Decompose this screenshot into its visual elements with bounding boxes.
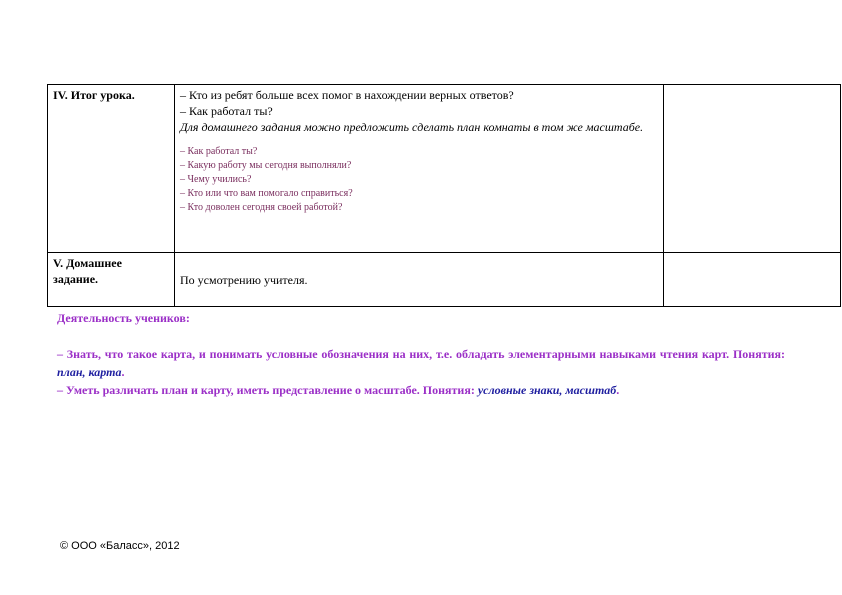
activity-text: – Уметь различать план и карту, иметь представление о масштабе. Понятия: — [57, 383, 478, 397]
activity-text: – Знать, что такое карта, и понимать условные обозначения на них, т.е. обладать элементарными навыками чтения карт. Понятия: — [57, 347, 785, 361]
stage-label: V. Домашнее задание. — [53, 256, 122, 286]
question-line: – Как работал ты? — [180, 104, 273, 118]
homework-note: Для домашнего задания можно предложить сделать план комнаты в том же масштабе. — [180, 120, 644, 134]
table-row — [48, 85, 841, 253]
student-activity — [57, 309, 785, 399]
content-cell — [175, 85, 664, 253]
stage-cell — [48, 253, 175, 307]
empty-cell — [664, 253, 841, 307]
table-row — [48, 253, 841, 307]
activity-item — [57, 381, 785, 399]
reflection-item: – Кто или что вам помогало справиться? — [180, 188, 353, 199]
question-line: – Кто из ребят больше всех помог в нахождении верных ответов? — [180, 88, 514, 102]
activity-terms: план, карта — [57, 365, 122, 379]
activity-terms: условные знаки, масштаб — [477, 383, 617, 397]
spacer — [57, 327, 785, 345]
lesson-table — [47, 84, 841, 307]
stage-label: IV. Итог урока. — [53, 88, 135, 102]
activity-period: . — [121, 365, 125, 379]
reflection-item: – Кто доволен сегодня своей работой? — [180, 202, 343, 213]
stage-cell — [48, 85, 175, 253]
activity-period: . — [616, 383, 620, 397]
reflection-list — [180, 145, 658, 215]
reflection-item: – Как работал ты? — [180, 146, 258, 157]
activity-heading: Деятельность учеников: — [57, 311, 190, 325]
homework-content: По усмотрению учителя. — [180, 272, 308, 287]
activity-item — [57, 345, 785, 381]
content-cell — [175, 253, 664, 307]
reflection-item: – Чему учились? — [180, 174, 252, 185]
empty-cell — [664, 85, 841, 253]
reflection-item: – Какую работу мы сегодня выполняли? — [180, 160, 352, 171]
copyright-footer: © ООО «Баласс», 2012 — [60, 540, 180, 552]
